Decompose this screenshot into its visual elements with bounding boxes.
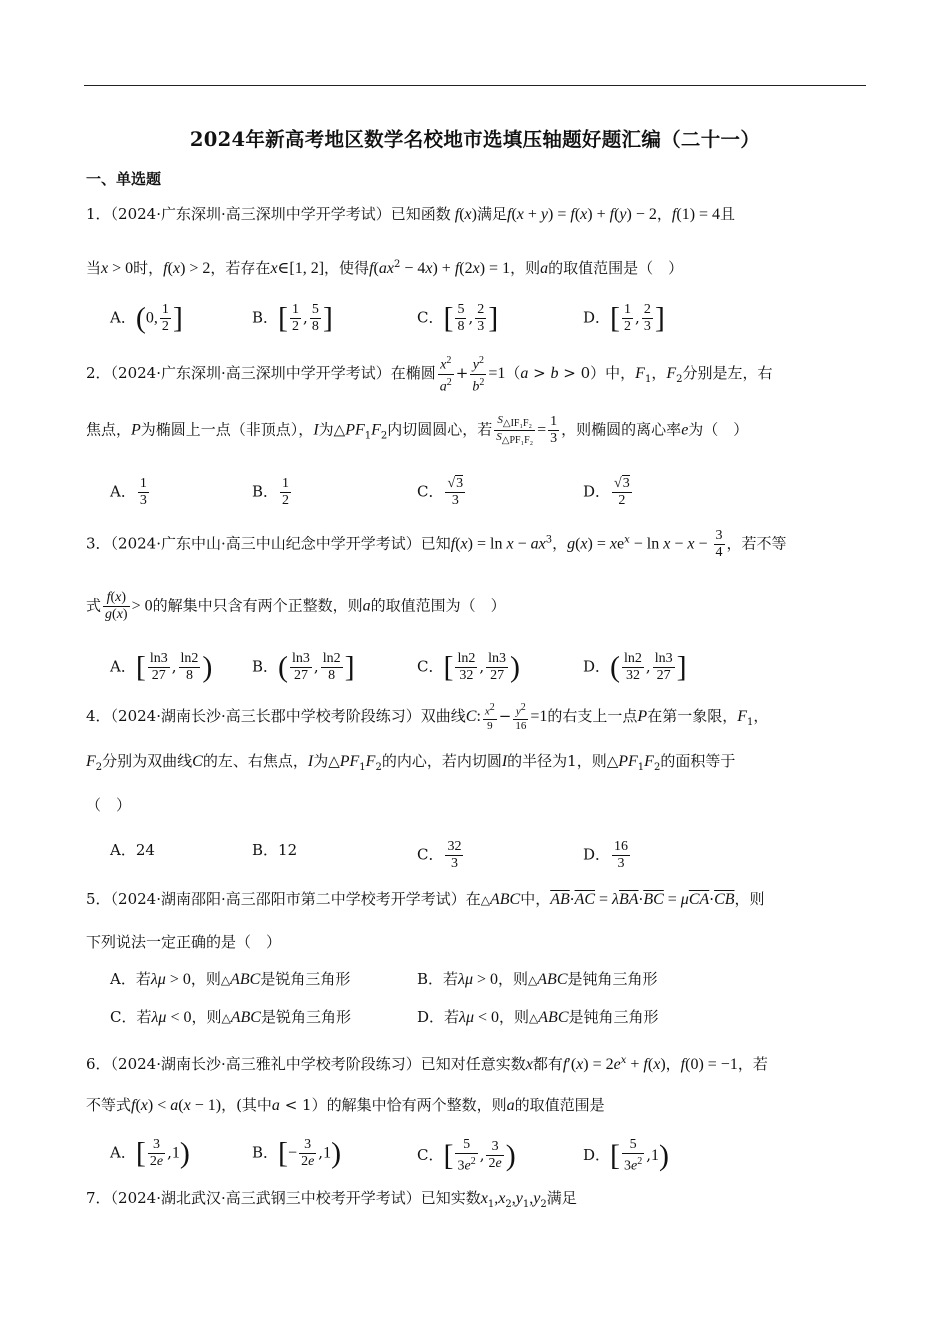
question-3-option-b[interactable]: B．( $\frac{\ln 3}{27}$ , $\frac{\ln 2}{8}$ ]	[252, 650, 355, 684]
question-5-option-a[interactable]: A．若λμ > 0，则△ABC是锐角三角形	[110, 970, 351, 988]
question-4-option-d[interactable]: D． $\frac{16}{3}$	[583, 839, 629, 871]
question-3-option-d[interactable]: D．( $\frac{\ln 2}{32}$ , $\frac{\ln 3}{27}$ ]	[583, 650, 687, 684]
question-2-option-c[interactable]: C． $\frac{√3}{3}$	[417, 476, 464, 508]
question-1-option-d[interactable]: D．[ $\frac{1}{2}$ , $\frac{2}{3}$ ]	[583, 301, 665, 335]
question-6-option-c[interactable]: C．[ $\frac{5}{3e^2}$ , $\frac{3}{2e}$ )	[417, 1137, 516, 1174]
question-5-option-c[interactable]: C．若λμ < 0，则△ABC是锐角三角形	[110, 1008, 351, 1026]
question-1-prefix: 1．（2024·广东深圳·高三深圳中学开学考试）已知函数	[86, 205, 451, 223]
question-4-option-b[interactable]: B．12	[252, 841, 298, 859]
question-7-prefix: 7．（2024·湖北武汉·高三武钢三中校考开学考试）已知实数	[86, 1189, 481, 1207]
question-2-option-a[interactable]: A． $\frac{1}{3}$	[110, 476, 147, 508]
header-rule	[84, 85, 866, 86]
question-6-option-d[interactable]: D．[ $\frac{5}{3e^2}$ ,1)	[583, 1137, 670, 1174]
section-heading: 一、单选题	[86, 170, 162, 188]
question-5-option-d[interactable]: D．若λμ < 0，则△ABC是钝角三角形	[417, 1008, 659, 1026]
question-5-option-b[interactable]: B．若λμ > 0，则△ABC是钝角三角形	[417, 970, 658, 988]
question-6-prefix: 6．（2024·湖南长沙·高三雅礼中学校考阶段练习）已知对任意实数	[86, 1055, 526, 1073]
question-3-line-1: 3．（2024·广东中山·高三中山纪念中学开学考试）已知$f(x) = \ln x - ax^3$，$g(x) = xe^x - \ln x - x$ − $\frac{3}{4}$ ，若不等	[86, 528, 787, 560]
question-6-line-2: 不等式f(x) < a(x − 1)，(其中a < 1）的解集中恰有两个整数，则a的取值范围是	[86, 1096, 605, 1114]
question-2-option-b[interactable]: B． $\frac{1}{2}$	[252, 476, 290, 508]
question-4-line-2: $F_2$分别为双曲线C的左、右焦点，I为$\triangle PF_1F_2$的内心，若内切圆I的半径为1，则$\triangle PF_1F_2$的面积等于	[86, 752, 736, 773]
question-3-option-c[interactable]: C．[ $\frac{\ln 2}{32}$ , $\frac{\ln 3}{27}$ )	[417, 650, 521, 684]
question-2-prefix: 2．（2024·广东深圳·高三深圳中学开学考试）在椭圆	[86, 364, 436, 383]
question-6-line-1: 6．（2024·湖南长沙·高三雅礼中学校考阶段练习）已知对任意实数x都有$f'(x) = 2e^x + f(x)$，f(0) = −1，若	[86, 1055, 768, 1073]
question-4-line-3: （ ）	[86, 796, 132, 814]
question-3-option-a[interactable]: A．[ $\frac{\ln 3}{27}$ , $\frac{\ln 2}{8}$ )	[110, 650, 213, 684]
question-1-option-c[interactable]: C．[ $\frac{5}{8}$ , $\frac{2}{3}$ ]	[417, 301, 499, 335]
question-5-line-1: 5．（2024·湖南邵阳·高三邵阳市第二中学校考开学考试）在△ABC中，$\overline{AB}\cdot\overline{AC} = \lambda\overline{BA}\cdot\overline{BC} = \mu\overline{CA}\cdot\overline{CB}$，则	[86, 890, 765, 908]
question-3-prefix: 3．（2024·广东中山·高三中山纪念中学开学考试）已知	[86, 534, 451, 553]
question-1-option-b[interactable]: B．[ $\frac{1}{2}$ , $\frac{5}{8}$ ]	[252, 301, 333, 335]
question-3-line-2: 式 $\frac{f(x)}{g(x)}$ > 0的解集中只含有两个正整数，则a的取值范围为（ ）	[86, 590, 506, 622]
question-1-line-1: 1．（2024·广东深圳·高三深圳中学开学考试）已知函数 f(x)满足f(x + y) = f(x) + f(y) − 2，f(1) = 4且	[86, 205, 736, 223]
question-6-option-b[interactable]: B．[− $\frac{3}{2e}$ ,1)	[252, 1136, 342, 1170]
page-title: 2024年新高考地区数学名校地市选填压轴题好题汇编（二十一）	[189, 128, 761, 151]
question-5-line-2: 下列说法一定正确的是（ ）	[86, 933, 282, 951]
question-4-line-1: 4．（2024·湖南长沙·高三长郡中学校考阶段练习）双曲线C: $\frac{x^2}{9}$ − $\frac{y^2}{16}$ =1的右支上一点P在第一象限，$F_1$，	[86, 702, 769, 732]
question-4-prefix: 4．（2024·湖南长沙·高三长郡中学校考阶段练习）双曲线	[86, 706, 466, 725]
question-2-option-d[interactable]: D． $\frac{√3}{2}$	[583, 476, 630, 508]
question-7-line-1: 7．（2024·湖北武汉·高三武钢三中校考开学考试）已知实数$x_1,x_2,y_1,y_2$满足	[86, 1189, 577, 1210]
question-1-line-2: 当x > 0时，f(x) > 2，若存在x∈[1, 2]，使得$f(ax^2 - 4x) + f(2x) = 1$，则a的取值范围是（ ）	[86, 259, 684, 277]
question-2-line-1: 2．（2024·广东深圳·高三深圳中学开学考试）在椭圆 $\frac{x^2}{a^2}$ + $\frac{y^2}{b^2}$ =1（a > b > 0）中，$F_1$，$F_2$分别是左，右	[86, 355, 773, 395]
question-5-prefix: 5．（2024·湖南邵阳·高三邵阳市第二中学校考开学考试）在	[86, 890, 481, 908]
question-1-option-a[interactable]: A．(0, $\frac{1}{2}$ ]	[110, 301, 183, 335]
question-6-option-a[interactable]: A．[ $\frac{3}{2e}$ ,1)	[110, 1136, 190, 1170]
question-4-option-c[interactable]: C． $\frac{32}{3}$	[417, 839, 462, 871]
question-2-line-2: 焦点，P为椭圆上一点（非顶点），I为$\triangle PF_1F_2$内切圆圆心，若 $\frac{S_{\triangle IF_1F_2}}{S_{\triangle PF_1F_2}}$ = $\frac{1}{3}$ ，则椭圆的离心率e为（ ）	[86, 414, 749, 447]
question-4-option-a[interactable]: A．24	[110, 841, 155, 859]
